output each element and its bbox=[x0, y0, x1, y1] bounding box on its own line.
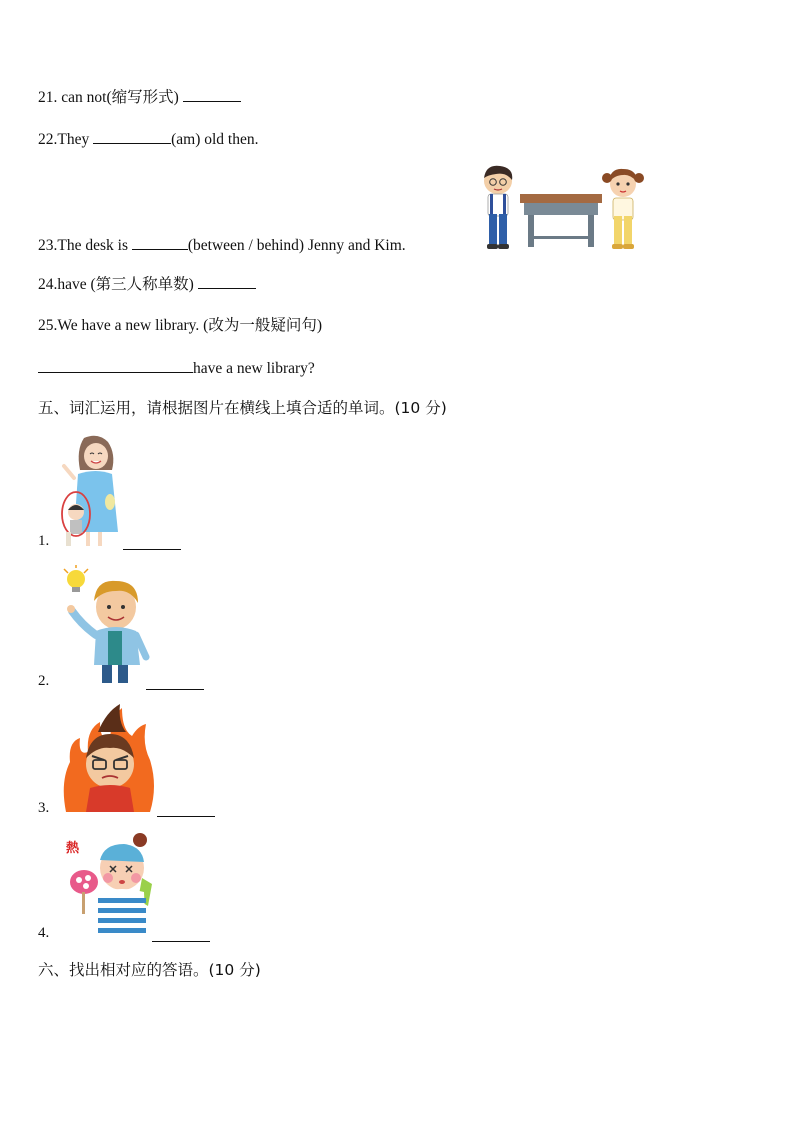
boy-desk-girl-illustration bbox=[476, 164, 652, 252]
question-21 bbox=[38, 87, 241, 108]
answer-blank-22[interactable] bbox=[93, 129, 171, 144]
angry-girl-illustration bbox=[60, 702, 156, 814]
desk bbox=[520, 194, 602, 247]
question-24 bbox=[38, 274, 256, 295]
boy-figure bbox=[484, 166, 512, 249]
question-25-text: 25.We have a new library. (改为一般疑问句) bbox=[38, 317, 322, 334]
vocab-number-1: 1. bbox=[38, 533, 50, 549]
answer-blank-21[interactable] bbox=[183, 87, 241, 102]
mother-child-illustration bbox=[58, 432, 122, 548]
hot-girl-illustration bbox=[64, 830, 154, 940]
vocab-number-4: 4. bbox=[38, 925, 50, 941]
vocab-answer-blank-2[interactable] bbox=[146, 675, 204, 690]
vocab-answer-blank-1[interactable] bbox=[123, 535, 181, 550]
answer-blank-24[interactable] bbox=[198, 274, 256, 289]
vocab-number-3: 3. bbox=[38, 800, 50, 816]
section-5-heading: 五、词汇运用，请根据图片在横线上填合适的单词。(10 分) bbox=[38, 399, 447, 417]
vocab-number-2: 2. bbox=[38, 673, 50, 689]
question-25-answer-line bbox=[38, 358, 315, 379]
vocab-answer-blank-4[interactable] bbox=[152, 927, 210, 942]
question-25 bbox=[38, 316, 322, 336]
question-21-text: 21. can not(缩写形式) bbox=[38, 89, 183, 106]
girl-figure bbox=[602, 169, 644, 249]
section-6-heading: 六、找出相对应的答语。(10 分) bbox=[38, 961, 261, 979]
question-22-after: (am) old then. bbox=[171, 131, 259, 148]
hot-sign-label: 熱 bbox=[66, 841, 80, 856]
vocab-answer-blank-3[interactable] bbox=[157, 802, 215, 817]
question-25-answer-after: have a new library? bbox=[193, 360, 315, 377]
question-23 bbox=[38, 235, 406, 256]
answer-blank-25[interactable] bbox=[38, 358, 193, 373]
question-23-before: 23.The desk is bbox=[38, 237, 132, 254]
question-23-after: (between / behind) Jenny and Kim. bbox=[187, 237, 406, 254]
question-24-text: 24.have (第三人称单数) bbox=[38, 276, 198, 293]
question-22-before: 22.They bbox=[38, 131, 94, 148]
boy-idea-illustration bbox=[60, 565, 152, 687]
answer-blank-23[interactable] bbox=[132, 235, 188, 250]
question-22 bbox=[38, 129, 259, 150]
